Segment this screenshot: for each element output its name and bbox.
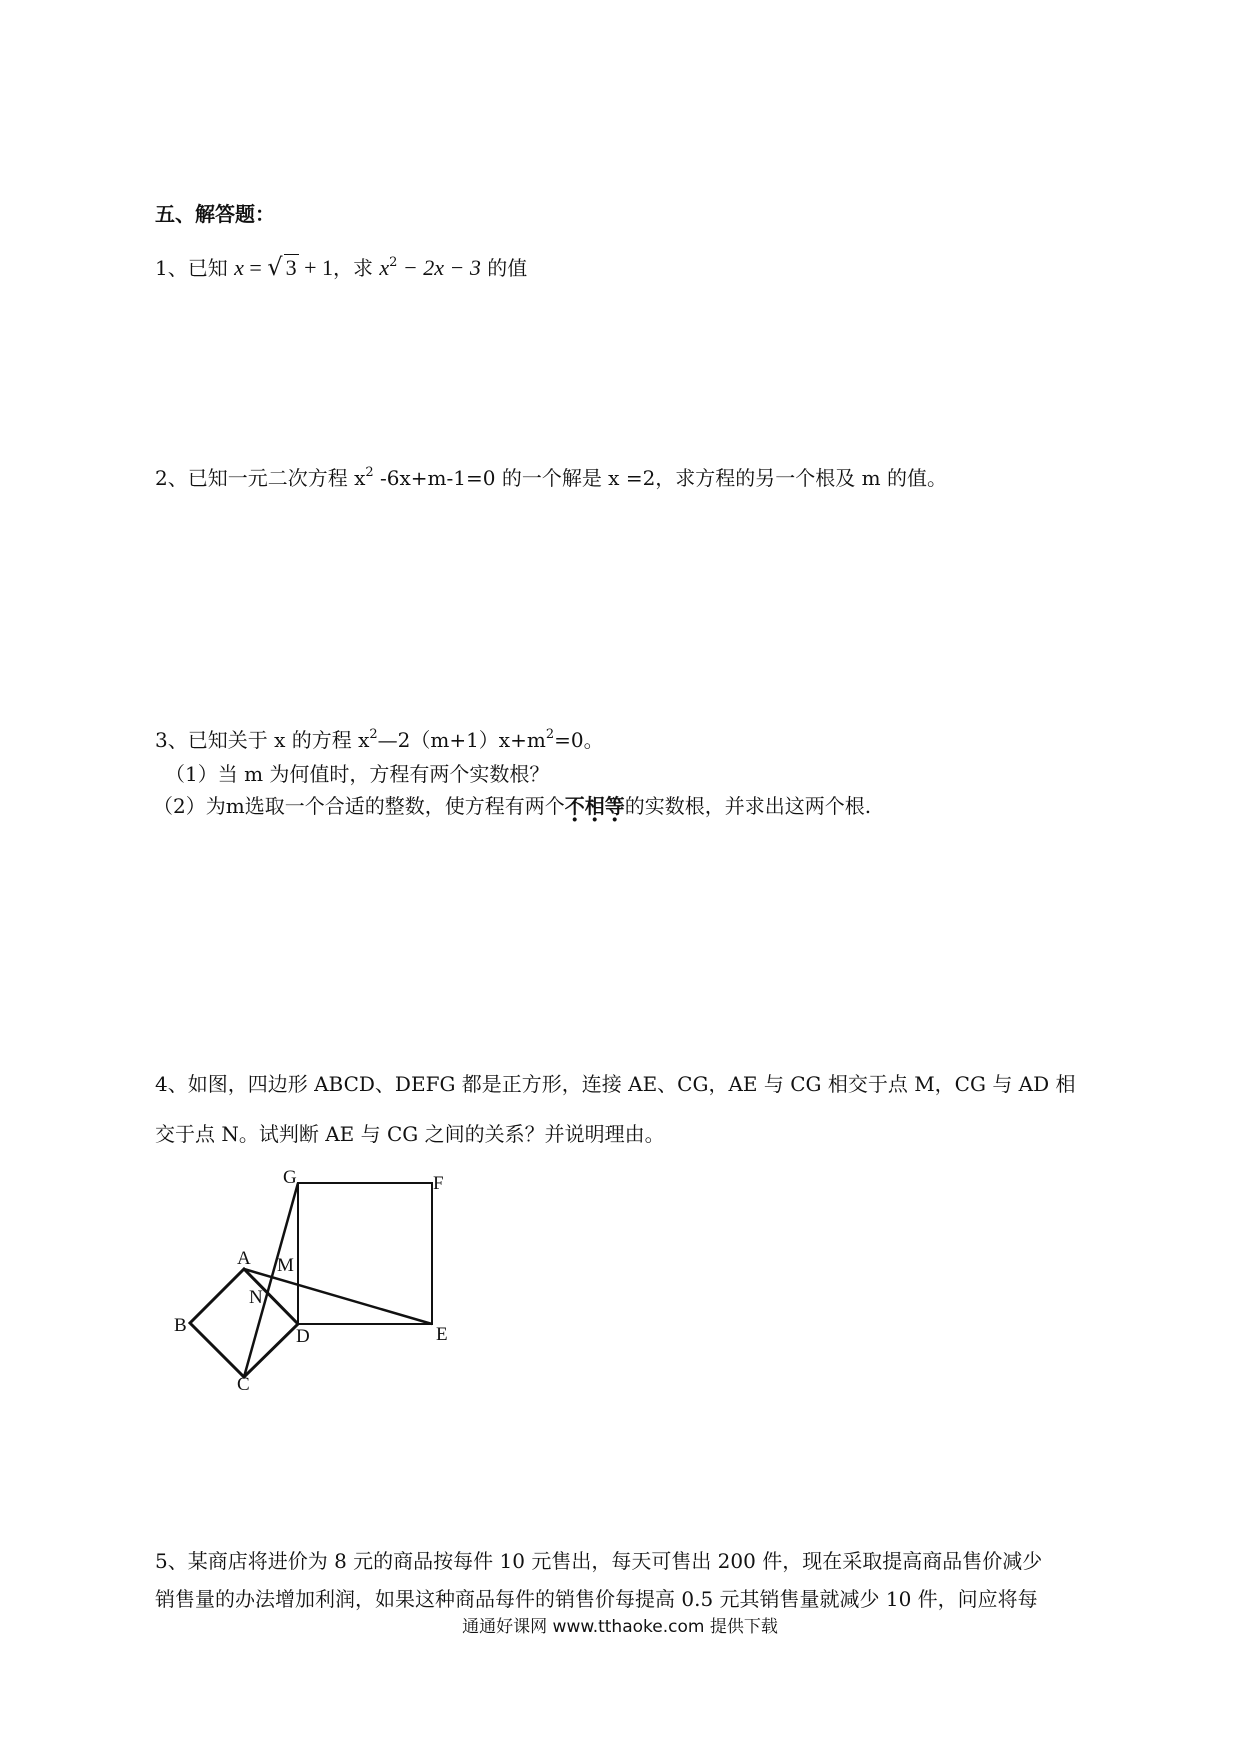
q3-exponent-2: 2 <box>545 727 555 742</box>
q3-part2-a: （2）为m选取一个合适的整数，使方程有两个 <box>153 794 565 818</box>
q3-exponent-1: 2 <box>369 727 378 742</box>
sqrt-sign: √ <box>267 253 283 281</box>
q2-exponent: 2 <box>365 465 374 480</box>
label-n: N <box>249 1287 263 1308</box>
segment-cg <box>244 1183 298 1377</box>
q3-text-b: —2（m+1）x+m <box>377 728 546 752</box>
q1-expr-rest: − 2x − 3 <box>397 255 481 280</box>
q5-line-1: 5、某商店将进价为 8 元的商品按每件 10 元售出，每天可售出 200 件，现在采取提高商品售价减少 <box>155 1549 1043 1573</box>
q3-text-c: =0。 <box>554 728 604 752</box>
q1-prefix: 1、已知 <box>155 256 235 280</box>
q1-suffix: 的值 <box>480 256 528 280</box>
square-abcd <box>190 1269 298 1377</box>
q5-line-2: 销售量的办法增加利润，如果这种商品每件的销售价每提高 0.5 元其销售量就减少 10 件，问应将每 <box>155 1587 1038 1611</box>
label-d: D <box>296 1326 310 1347</box>
square-defg <box>298 1183 432 1324</box>
label-g: G <box>283 1167 297 1188</box>
q1-expr-exponent: 2 <box>389 255 398 270</box>
q4-line-1: 4、如图，四边形 ABCD、DEFG 都是正方形，连接 AE、CG，AE 与 CG 相交于点 M，CG 与 AD 相 <box>155 1072 1076 1096</box>
q1-var-x: x <box>234 255 244 280</box>
emphasis-char-3: 等 <box>604 794 625 818</box>
emphasis-char-1: 不 <box>564 794 585 818</box>
page-footer: 通通好课网 www.tthaoke.com 提供下载 <box>462 1617 778 1637</box>
q3-part-1: （1）当 m 为何值时，方程有两个实数根？ <box>165 762 550 786</box>
q3-part2-b: 的实数根，并求出这两个根. <box>624 794 872 818</box>
label-c: C <box>237 1374 250 1395</box>
q4-line-2: 交于点 N。试判断 AE 与 CG 之间的关系？并说明理由。 <box>155 1122 665 1146</box>
label-m: M <box>277 1255 294 1276</box>
q1-equals: = <box>243 255 268 280</box>
label-f: F <box>433 1173 444 1194</box>
q1-mid: ，求 <box>333 256 380 280</box>
q1-expr-x: x <box>379 255 390 280</box>
emphasis-char-2: 相 <box>584 794 605 818</box>
section-title: 五、解答题： <box>155 202 275 226</box>
label-a: A <box>237 1248 251 1269</box>
q1-plus-one: + 1 <box>298 255 333 280</box>
q2-text-a: 2、已知一元二次方程 x <box>155 466 366 490</box>
q3-text-a: 3、已知关于 x 的方程 x <box>155 728 370 752</box>
label-b: B <box>174 1315 187 1336</box>
q2-text-b: -6x+m-1=0 的一个解是 x =2，求方程的另一个根及 m 的值。 <box>373 466 947 490</box>
q1-radicand: 3 <box>285 255 297 280</box>
label-e: E <box>436 1324 448 1345</box>
